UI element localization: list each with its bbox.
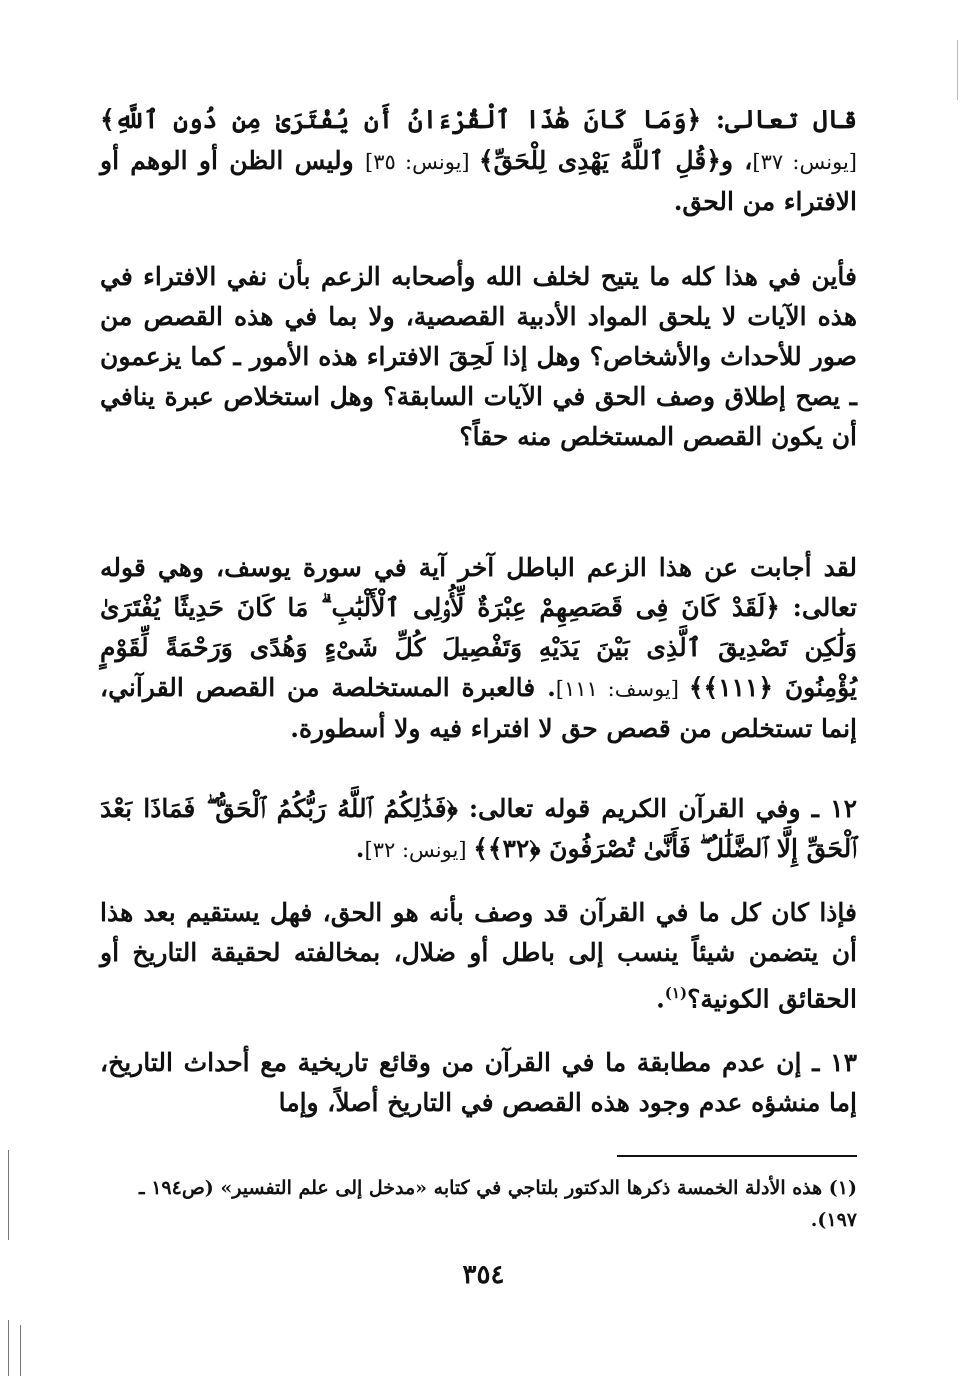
- scan-edge-line: [8, 1150, 9, 1240]
- footnote-divider: [617, 1155, 857, 1157]
- scan-edge-line: [8, 1320, 9, 1376]
- p5-text: فإذا كان كل ما في القرآن قد وصف بأنه هو الحق، فهل يستقيم بعد هذا أن يتضمن شيئاً ينسب إلى باطل أو ضلال، بمخالفته لحقيقة التاريخ أو الحقائق الكونية؟: [100, 898, 857, 1014]
- paragraph-1: [100, 100, 857, 222]
- verse-reference-yusuf-111: [يوسف: ١١١]: [555, 677, 689, 701]
- paragraph-3: [100, 548, 857, 749]
- paragraph-5: [100, 893, 857, 1019]
- p4-intro: ١٢ ـ وفي القرآن الكريم قوله تعالى:: [457, 794, 858, 823]
- p6-text: ١٣ ـ إن عدم مطابقة ما في القرآن من وقائع تاريخية مع أحداث التاريخ، إما منشؤه عدم وجود هذه القصص في التاريخ أصلاً، وإما: [100, 1048, 857, 1117]
- footnote: [100, 1172, 857, 1236]
- p2-text: فأين في هذا كله ما يتيح لخلف الله وأصحابه الزعم بأن نفي الافتراء في هذه الآيات لا يلحق المواد الأدبية القصصية، ولا بما في هذه القصص من صور للأحداث والأشخاص؟ وهل إذا لَحِقَ الافتراء هذه الأمور ـ كما يزعمون ـ يصح إطلاق وصف الحق في الآيات السابقة؟ وهل استخلاص عبرة ينافي أن يكون القصص المستخلص منه حقاً؟: [100, 262, 857, 451]
- scan-edge-line: [957, 40, 958, 100]
- paragraph-2: [100, 257, 857, 457]
- quran-verse-yunus-32: ﴿فَذَٰلِكُمُ ٱللَّهُ رَبُّكُمُ ٱلْحَقُّ ۖ فَمَاذَا بَعْدَ ٱلْحَقِّ إِلَّا ٱلضَّلَٰلُ ۖ فَأَنَّىٰ تُصْرَفُونَ ﴿٣٢﴾﴾: [100, 794, 857, 863]
- paragraph-6: [100, 1043, 857, 1123]
- quran-verse-yunus-35: ﴿قُلِ ٱللَّهُ يَهْدِى لِلْحَقِّ﴾: [478, 146, 721, 175]
- quran-verse-yunus-37: ﴿وَمَا كَانَ هَٰذَا ٱلْقُرْءَانُ أَن يُفْتَرَىٰ مِن دُونِ ٱللَّهِ﴾: [100, 105, 702, 134]
- verse-reference-yunus-37: [يونس: ٣٧]: [752, 150, 857, 174]
- quran-verse-yusuf-111: ﴿لَقَدْ كَانَ فِى قَصَصِهِمْ عِبْرَةٌ لِّأُو۟لِى ٱلْأَلْبَٰبِ ۗ مَا كَانَ حَدِيثًا يُفْتَرَىٰ وَلَٰكِن تَصْدِيقَ ٱلَّذِى بَيْنَ يَدَيْهِ وَتَفْصِيلَ كُلِّ شَىْءٍ وَهُدًى وَرَحْمَةً لِّقَوْمٍ يُؤْمِنُونَ ﴿١١١﴾﴾: [100, 593, 857, 702]
- footnote-marker: (١): [828, 1177, 857, 1199]
- p1-intro: قال تعالى:: [701, 105, 857, 134]
- paragraph-4: [100, 789, 857, 870]
- scan-edge-line: [20, 1325, 21, 1376]
- verse-reference-yunus-32: [يونس: ٣٢]: [364, 838, 474, 862]
- footnote-reference[interactable]: (١): [664, 984, 688, 1002]
- p3-conclusion: . فالعبرة المستخلصة من القصص القرآني، إنما تستخلص من قصص حق لا افتراء فيه ولا أسطورة.: [100, 673, 857, 743]
- verse-reference-yunus-35: [يونس: ٣٥]: [365, 150, 479, 174]
- p1-connector: ، و: [720, 146, 753, 175]
- p1-conclusion: وليس الظن أو الوهم أو الافتراء من الحق.: [100, 146, 857, 216]
- footnote-text: هذه الأدلة الخمسة ذكرها الدكتور بلتاجي في كتابه «مدخل إلى علم التفسير» (ص١٩٤ ـ ١٩٧).: [139, 1177, 857, 1231]
- p4-end: .: [355, 834, 365, 863]
- page-number: ٣٥٤: [462, 1260, 505, 1290]
- p3-intro: لقد أجابت عن هذا الزعم الباطل آخر آية في سورة يوسف، وهي قوله تعالى:: [100, 553, 857, 622]
- p5-end: .: [656, 984, 665, 1014]
